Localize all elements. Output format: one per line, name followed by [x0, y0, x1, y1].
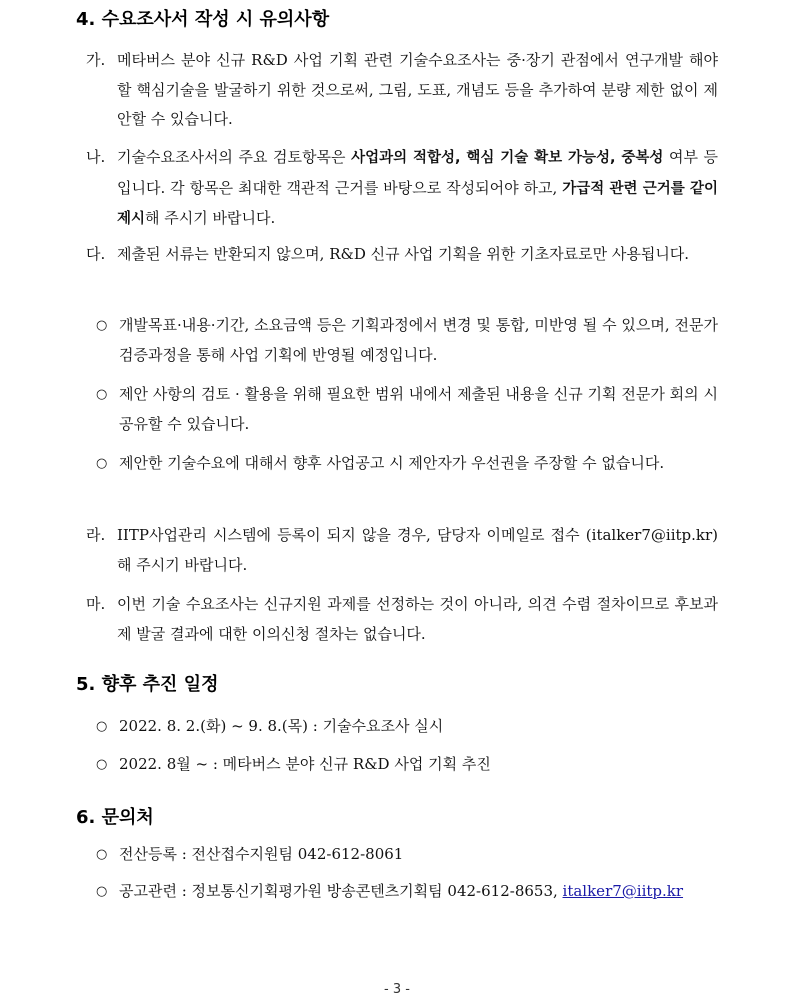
bullet-item	[96, 311, 718, 370]
item-marker: 나.	[86, 148, 106, 166]
schedule-item	[96, 712, 718, 742]
contact-text: 전산등록 : 전산접수지원팀 042-612-8061	[119, 845, 404, 863]
item-na	[86, 143, 718, 235]
bullet-text: 제안한 기술수요에 대해서 향후 사업공고 시 제안자가 우선권을 주장할 수 없습니다.	[119, 454, 665, 472]
item-text: 메타버스 분야 신규 R&D 사업 기획 관련 기술수요조사는 중·장기 관점에서 연구개발 해야 할 핵심기술을 발굴하기 위한 것으로써, 그림, 도표, 개념도 등을 추가하여 분량 제한 없이 제안할 수 있습니다.	[117, 51, 718, 128]
schedule-text: 2022. 8월 ~ : 메타버스 분야 신규 R&D 사업 기획 추진	[119, 755, 491, 773]
item-text: IITP사업관리 시스템에 등록이 되지 않을 경우, 담당자 이메일로 접수 (italker7@iitp.kr)해 주시기 바랍니다.	[117, 526, 718, 574]
circle-bullet-icon: ○	[96, 456, 108, 471]
item-ra	[86, 521, 718, 580]
item-ma	[86, 590, 718, 649]
item-marker: 라.	[86, 526, 106, 544]
bold-evidence: 가급적 관련 근거를 같이 제시	[117, 180, 719, 227]
circle-bullet-icon: ○	[96, 387, 108, 402]
circle-bullet-icon: ○	[96, 757, 108, 772]
schedule-text: 2022. 8. 2.(화) ~ 9. 8.(목) : 기술수요조사 실시	[119, 717, 444, 735]
page-number: - 3 -	[384, 982, 410, 997]
bullet-item	[96, 380, 718, 439]
bullet-text: 개발목표·내용·기간, 소요금액 등은 기획과정에서 변경 및 통합, 미반영 될 수 있으며, 전문가 검증과정을 통해 사업 기획에 반영될 예정입니다.	[119, 316, 718, 364]
section-5-heading: 5. 향후 추진 일정	[76, 674, 219, 695]
item-text: 이번 기술 수요조사는 신규지원 과제를 선정하는 것이 아니라, 의견 수렴 절차이므로 후보과제 발굴 결과에 대한 이의신청 절차는 없습니다.	[117, 595, 718, 643]
email-link[interactable]: italker7@iitp.kr	[562, 882, 684, 900]
section-6-heading: 6. 문의처	[76, 807, 154, 828]
circle-bullet-icon: ○	[96, 884, 108, 899]
circle-bullet-icon: ○	[96, 719, 108, 734]
item-ga	[86, 46, 718, 135]
item-marker: 마.	[86, 595, 106, 613]
circle-bullet-icon: ○	[96, 318, 108, 333]
contact-item	[96, 840, 718, 870]
circle-bullet-icon: ○	[96, 847, 108, 862]
item-text: 제출된 서류는 반환되지 않으며, R&D 신규 사업 기획을 위한 기초자료로만 사용됩니다.	[117, 245, 690, 263]
item-da	[86, 240, 718, 270]
bullet-text: 제안 사항의 검토 · 활용을 위해 필요한 범위 내에서 제출된 내용을 신규 기획 전문가 회의 시 공유할 수 있습니다.	[119, 385, 718, 433]
item-text: 기술수요조사서의 주요 검토항목은 사업과의 적합성, 핵심 기술 확보 가능성, 중복성 여부 등입니다. 각 항목은 최대한 객관적 근거를 바탕으로 작성되어야 하고, 가급적 관련 근거를 같이 제시해 주시기 바랍니다.	[117, 148, 719, 227]
section-4-heading: 4. 수요조사서 작성 시 유의사항	[76, 9, 330, 30]
bold-review-items: 사업과의 적합성, 핵심 기술 확보 가능성, 중복성	[351, 150, 664, 166]
item-marker: 가.	[86, 51, 106, 69]
bullet-item	[96, 449, 718, 479]
schedule-item	[96, 750, 718, 780]
item-marker: 다.	[86, 245, 106, 263]
contact-item	[96, 877, 718, 907]
contact-text: 공고관련 : 정보통신기획평가원 방송콘텐츠기획팀 042-612-8653, italker7@iitp.kr	[119, 882, 684, 900]
